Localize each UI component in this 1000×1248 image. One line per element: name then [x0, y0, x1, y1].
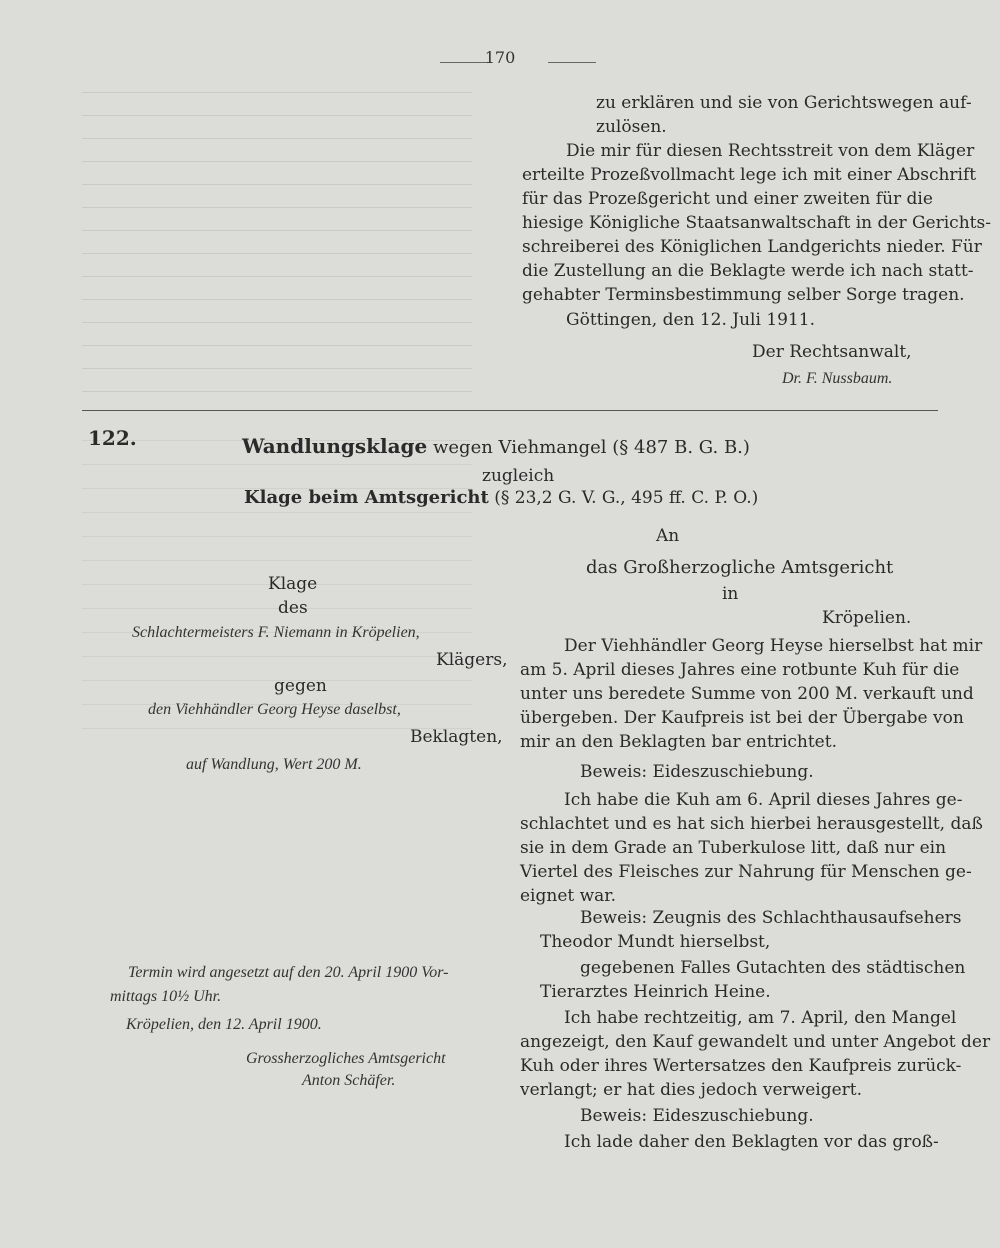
right-last-line: Ich lade daher den Beklagten vor das groß-	[564, 1132, 939, 1152]
case-number: 122.	[88, 426, 137, 450]
right-in: in	[722, 584, 739, 604]
left-plaintiff: Schlachtermeisters F. Niemann in Kröpelien,	[132, 624, 420, 641]
right-addressee: das Großherzogliche Amtsgericht	[586, 557, 894, 578]
left-gegen: gegen	[274, 676, 327, 696]
left-court-date: Kröpelien, den 12. April 1900.	[126, 1016, 322, 1033]
left-judge: Anton Schäfer.	[302, 1072, 396, 1089]
top-line-5: für das Prozeßgericht und einer zweiten für die	[522, 189, 933, 209]
top-line-7: schreiberei des Königlichen Landgerichts nieder. Für	[522, 237, 982, 257]
signoff-name: Dr. F. Nussbaum.	[782, 370, 893, 387]
case-subtitle-bold: Klage beim Amtsgericht	[244, 487, 489, 508]
case-title-rest: wegen Viehmangel (§ 487 B. G. B.)	[433, 437, 750, 458]
left-court-name: Grossherzogliches Amtsgericht	[246, 1050, 446, 1067]
right-beweis-2-line4: Tierarztes Heinrich Heine.	[540, 982, 771, 1002]
left-des: des	[278, 598, 308, 618]
left-termin-line1: Termin wird angesetzt auf den 20. April 1900 Vor-	[128, 964, 449, 981]
left-subject: auf Wandlung, Wert 200 M.	[186, 756, 362, 773]
case-title	[242, 434, 750, 460]
top-line-4: erteilte Prozeßvollmacht lege ich mit einer Abschrift	[522, 165, 977, 185]
case-title-bold: Wandlungsklage	[242, 434, 428, 458]
left-klage: Klage	[268, 574, 318, 594]
right-p1-line5: mir an den Beklagten bar entrichtet.	[520, 732, 837, 752]
right-p1-line3: unter uns beredete Summe von 200 M. verkauft und	[520, 684, 974, 704]
right-an: An	[656, 526, 680, 546]
right-p2-line3: sie in dem Grade an Tuberkulose litt, daß nur ein	[520, 838, 947, 858]
signoff-title: Der Rechtsanwalt,	[752, 342, 912, 362]
top-line-8: die Zustellung an die Beklagte werde ich nach statt-	[522, 261, 974, 281]
top-line-6: hiesige Königliche Staatsanwaltschaft in der Gerichts-	[522, 213, 991, 233]
top-line-1: zu erklären und sie von Gerichtswegen auf-	[596, 93, 972, 113]
bleed-through-text-top	[82, 92, 472, 392]
left-termin-line2: mittags 10½ Uhr.	[110, 988, 222, 1005]
left-defendant: den Viehhändler Georg Heyse daselbst,	[148, 701, 401, 718]
right-p1-line1: Der Viehhändler Georg Heyse hierselbst hat mir	[564, 636, 983, 656]
section-divider	[82, 410, 938, 411]
right-beweis-1: Beweis: Eideszuschiebung.	[580, 762, 814, 782]
right-beweis-3: Beweis: Eideszuschiebung.	[580, 1106, 814, 1126]
right-beweis-2-line2: Theodor Mundt hierselbst,	[540, 932, 771, 952]
page-number-rule-right	[548, 62, 596, 63]
right-p2-line1: Ich habe die Kuh am 6. April dieses Jahres ge-	[564, 790, 963, 810]
right-p2-line5: eignet war.	[520, 886, 616, 906]
right-p1-line2: am 5. April dieses Jahres eine rotbunte Kuh für die	[520, 660, 960, 680]
case-subtitle-rest: (§ 23,2 G. V. G., 495 ff. C. P. O.)	[494, 488, 759, 508]
top-line-2: zulösen.	[596, 117, 667, 137]
top-line-3: Die mir für diesen Rechtsstreit von dem Kläger	[566, 141, 975, 161]
left-plaintiff-role: Klägers,	[436, 650, 508, 670]
right-p3-line4: verlangt; er hat dies jedoch verweigert.	[520, 1080, 863, 1100]
case-subtitle	[244, 486, 758, 510]
left-defendant-role: Beklagten,	[410, 727, 503, 747]
page-number: 170	[484, 48, 516, 67]
right-town: Kröpelien.	[822, 608, 912, 628]
right-p1-line4: übergeben. Der Kaufpreis ist bei der Übergabe von	[520, 708, 964, 728]
right-beweis-2-line3: gegebenen Falles Gutachten des städtischen	[580, 958, 966, 978]
case-connector: zugleich	[482, 466, 555, 486]
right-p3-line1: Ich habe rechtzeitig, am 7. April, den Mangel	[564, 1008, 957, 1028]
right-p3-line2: angezeigt, den Kauf gewandelt und unter Angebot der	[520, 1032, 991, 1052]
right-p2-line2: schlachtet und es hat sich hierbei herausgestellt, daß	[520, 814, 983, 834]
top-place-date: Göttingen, den 12. Juli 1911.	[566, 310, 816, 330]
right-p3-line3: Kuh oder ihres Wertersatzes den Kaufpreis zurück-	[520, 1056, 962, 1076]
right-beweis-2-line1: Beweis: Zeugnis des Schlachthausaufsehers	[580, 908, 962, 928]
top-line-9: gehabter Terminsbestimmung selber Sorge tragen.	[522, 285, 965, 305]
right-p2-line4: Viertel des Fleisches zur Nahrung für Menschen ge-	[520, 862, 972, 882]
